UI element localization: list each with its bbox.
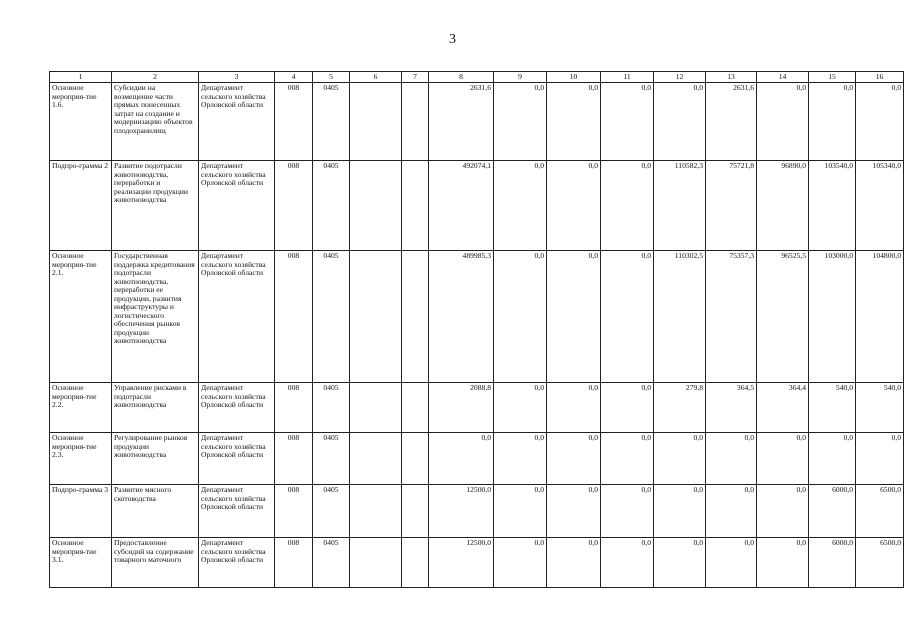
budget-table: [49, 71, 904, 588]
table-cell: 0,0: [547, 433, 601, 485]
table-cell: [350, 251, 402, 383]
table-cell: 008: [275, 538, 313, 588]
table-cell: 0,0: [601, 433, 654, 485]
table-cell: Основное мероприя-тие 2.1.: [50, 251, 112, 383]
table-cell: 489985,3: [429, 251, 494, 383]
table-cell: 008: [275, 383, 313, 433]
table-cell: 008: [275, 161, 313, 251]
header-cell: 13: [706, 72, 757, 83]
table-cell: Предоставление субсидий на содержание товарного маточного: [112, 538, 199, 588]
table-cell: Регулирование рынков продукции животноводства: [112, 433, 199, 485]
table-cell: 008: [275, 251, 313, 383]
table-cell: 279,8: [654, 383, 706, 433]
table-cell: 0,0: [547, 485, 601, 538]
table-cell: 2631,6: [706, 83, 757, 161]
header-cell: 14: [757, 72, 809, 83]
table-cell: 75357,3: [706, 251, 757, 383]
table-row: [50, 485, 904, 538]
table-cell: [402, 83, 429, 161]
table-cell: 2088,8: [429, 383, 494, 433]
header-cell: 4: [275, 72, 313, 83]
table-cell: 0405: [313, 251, 350, 383]
table-cell: 103540,0: [809, 161, 856, 251]
table-cell: 0,0: [654, 83, 706, 161]
table-cell: [402, 161, 429, 251]
table-cell: Развитие подотрасли животноводства, переработки и реализации продукции животноводства: [112, 161, 199, 251]
table-cell: Департамент сельского хозяйства Орловской области: [199, 383, 275, 433]
table-cell: [402, 251, 429, 383]
table-cell: [402, 433, 429, 485]
table-cell: 364,5: [706, 383, 757, 433]
table-cell: 6000,0: [809, 538, 856, 588]
table-cell: 6500,0: [856, 538, 904, 588]
table-cell: Подпро-грамма 3: [50, 485, 112, 538]
table-cell: 364,4: [757, 383, 809, 433]
header-cell: 16: [856, 72, 904, 83]
table-cell: 540,0: [809, 383, 856, 433]
table-cell: 0,0: [494, 485, 547, 538]
table-cell: [350, 485, 402, 538]
table-cell: [350, 538, 402, 588]
table-cell: 0,0: [494, 433, 547, 485]
table-row: [50, 161, 904, 251]
table-cell: 96890,0: [757, 161, 809, 251]
table-cell: 110302,5: [654, 251, 706, 383]
table-cell: [350, 433, 402, 485]
table-row: [50, 383, 904, 433]
table-cell: 0,0: [601, 538, 654, 588]
table-cell: 0,0: [757, 83, 809, 161]
table-cell: 0,0: [809, 83, 856, 161]
table-cell: 008: [275, 433, 313, 485]
table-cell: 0,0: [601, 383, 654, 433]
table-cell: 0,0: [601, 251, 654, 383]
header-cell: 12: [654, 72, 706, 83]
table-cell: Основное мероприя-тие 2.2.: [50, 383, 112, 433]
table-cell: 0,0: [494, 251, 547, 383]
table-cell: 0,0: [809, 433, 856, 485]
table-cell: Подпро-грамма 2: [50, 161, 112, 251]
table-cell: [350, 83, 402, 161]
table-cell: Основное мероприя-тие 3.1.: [50, 538, 112, 588]
table-cell: 6000,0: [809, 485, 856, 538]
table-cell: 0,0: [706, 485, 757, 538]
table-cell: 0,0: [494, 538, 547, 588]
table-cell: 0405: [313, 383, 350, 433]
table-cell: 6500,0: [856, 485, 904, 538]
table-cell: 0,0: [654, 433, 706, 485]
table-cell: 0,0: [757, 485, 809, 538]
table-cell: Основное мероприя-тие 1.6.: [50, 83, 112, 161]
table-cell: 104800,0: [856, 251, 904, 383]
table-cell: 105340,0: [856, 161, 904, 251]
table-cell: 12500,0: [429, 485, 494, 538]
table-cell: 0,0: [601, 161, 654, 251]
header-cell: 7: [402, 72, 429, 83]
header-row: [50, 72, 904, 83]
page-number: 3: [449, 32, 456, 47]
table-row: [50, 251, 904, 383]
table-cell: Развитие мясного скотоводства: [112, 485, 199, 538]
table-cell: 0,0: [429, 433, 494, 485]
table-cell: Департамент сельского хозяйства Орловской области: [199, 538, 275, 588]
table-cell: 110582,3: [654, 161, 706, 251]
table-cell: 0,0: [547, 251, 601, 383]
table-row: [50, 433, 904, 485]
table-cell: 540,0: [856, 383, 904, 433]
table-cell: 0,0: [547, 161, 601, 251]
table-cell: 0,0: [757, 433, 809, 485]
table-cell: 008: [275, 83, 313, 161]
header-cell: 3: [199, 72, 275, 83]
table-cell: [350, 383, 402, 433]
header-cell: 5: [313, 72, 350, 83]
table-cell: 0,0: [494, 83, 547, 161]
table-cell: [402, 485, 429, 538]
table-cell: 0,0: [706, 538, 757, 588]
table-cell: 0405: [313, 433, 350, 485]
table-cell: 12500,0: [429, 538, 494, 588]
header-cell: 15: [809, 72, 856, 83]
header-cell: 9: [494, 72, 547, 83]
table-cell: 0,0: [601, 485, 654, 538]
table-cell: Основное мероприя-тие 2.3.: [50, 433, 112, 485]
table-row: [50, 538, 904, 588]
table-cell: 0,0: [494, 161, 547, 251]
table-cell: 103000,0: [809, 251, 856, 383]
table-cell: 96525,5: [757, 251, 809, 383]
table-cell: Департамент сельского хозяйства Орловской области: [199, 161, 275, 251]
table-cell: [350, 161, 402, 251]
table-cell: 0,0: [654, 485, 706, 538]
table-cell: Субсидии на возмещение части прямых понесенных затрат на создание и модернизацию объектов плодохранилищ: [112, 83, 199, 161]
table-cell: 0,0: [547, 83, 601, 161]
table-row: [50, 83, 904, 161]
table-cell: 0,0: [547, 538, 601, 588]
table-cell: 0,0: [601, 83, 654, 161]
table-cell: 0,0: [547, 383, 601, 433]
table-cell: 008: [275, 485, 313, 538]
table-cell: Департамент сельского хозяйства Орловской области: [199, 251, 275, 383]
table-cell: 0405: [313, 538, 350, 588]
header-cell: 10: [547, 72, 601, 83]
table-cell: Департамент сельского хозяйства Орловской области: [199, 485, 275, 538]
table-cell: Управление рисками в подотрасли животноводства: [112, 383, 199, 433]
header-cell: 11: [601, 72, 654, 83]
table-cell: 2631,6: [429, 83, 494, 161]
table-cell: 0405: [313, 161, 350, 251]
table-cell: 0,0: [706, 433, 757, 485]
table-cell: Государственная поддержка кредитования подотрасли животноводства, переработки ее продукции, развития инфраструктуры и логистического обеспечения рынков продукции животноводства: [112, 251, 199, 383]
table-cell: Департамент сельского хозяйства Орловской области: [199, 83, 275, 161]
table-cell: 0,0: [856, 83, 904, 161]
table-cell: [402, 538, 429, 588]
table-cell: 0,0: [494, 383, 547, 433]
table-cell: Департамент сельского хозяйства Орловской области: [199, 433, 275, 485]
table-cell: 0,0: [856, 433, 904, 485]
table-cell: 75721,8: [706, 161, 757, 251]
table-cell: 492074,1: [429, 161, 494, 251]
table-cell: 0,0: [757, 538, 809, 588]
table-cell: [402, 383, 429, 433]
header-cell: 8: [429, 72, 494, 83]
table-cell: 0405: [313, 83, 350, 161]
table-cell: 0,0: [654, 538, 706, 588]
header-cell: 2: [112, 72, 199, 83]
header-cell: 6: [350, 72, 402, 83]
header-cell: 1: [50, 72, 112, 83]
table-cell: 0405: [313, 485, 350, 538]
